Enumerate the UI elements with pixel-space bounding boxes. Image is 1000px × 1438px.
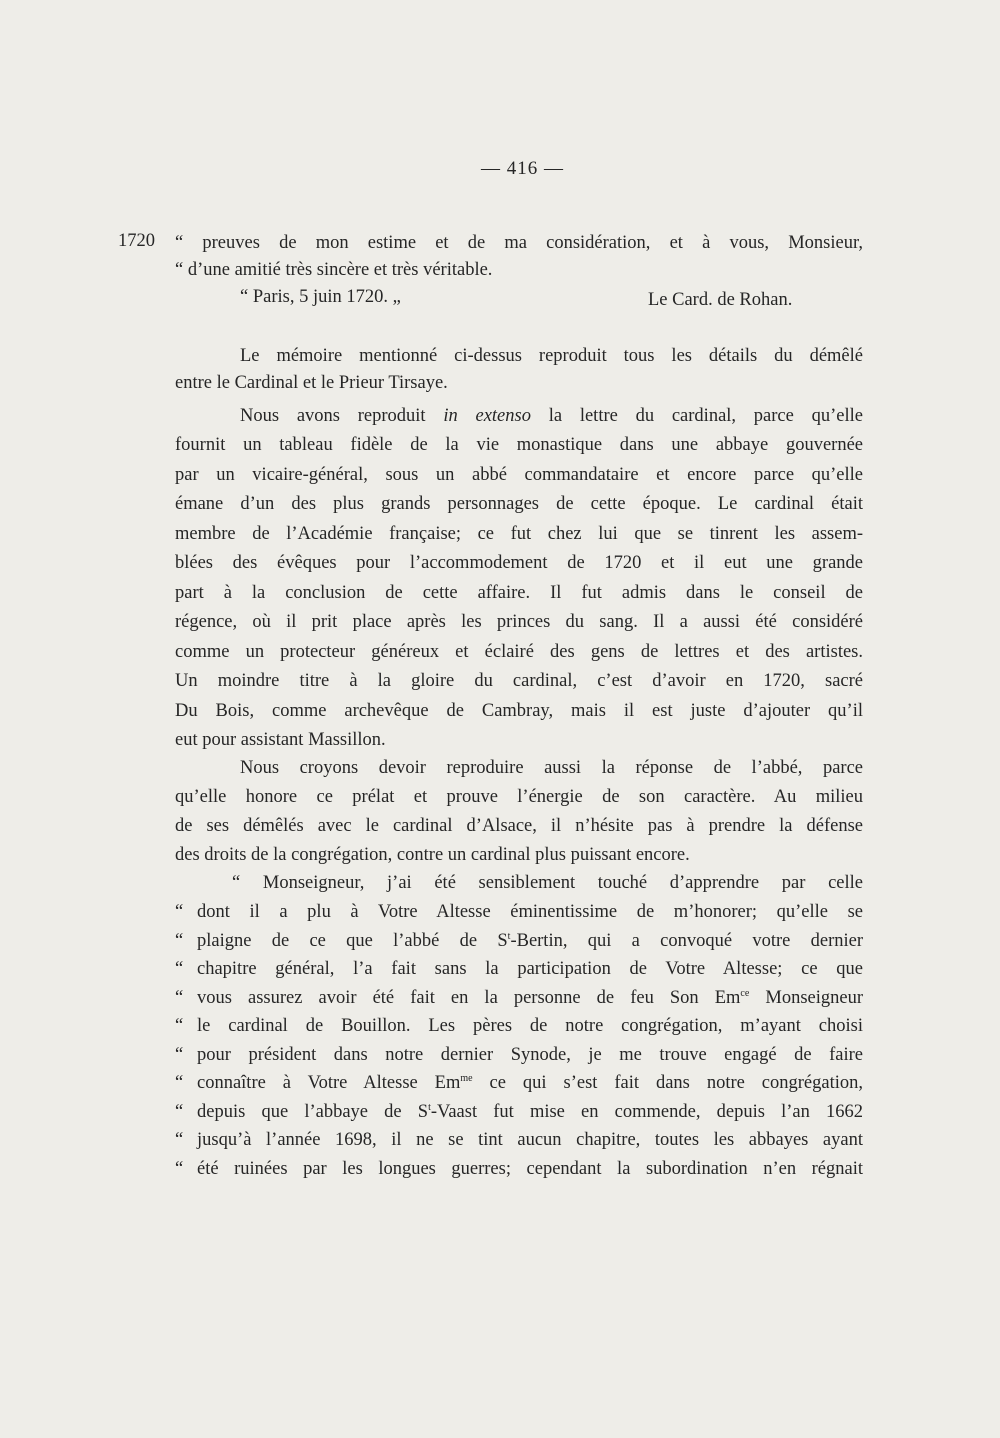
paragraph-line: Un moindre titre à la gloire du cardinal, c’est d’avoir en 1720, sacré	[175, 671, 863, 691]
signature: Le Card. de Rohan.	[648, 290, 793, 310]
letter-line	[175, 1070, 863, 1096]
paragraph-line: Nous avons reproduit in extenso la lettre du cardinal, parce qu’elle	[240, 406, 863, 426]
letter-line: “ Monseigneur, j’ai été sensiblement touché d’apprendre par celle	[232, 873, 863, 893]
quote-mark: “	[175, 1101, 184, 1122]
letter-line	[175, 1099, 863, 1125]
paragraph-line: eut pour assistant Massillon.	[175, 730, 386, 750]
superscript: t	[507, 930, 511, 942]
letter-line	[175, 899, 863, 925]
superscript: ce	[740, 987, 750, 999]
line-text: -Vaast fut mise en commende, depuis l’an 1662	[430, 1101, 863, 1122]
paragraph-line: Nous croyons devoir reproduire aussi la réponse de l’abbé, parce	[240, 758, 863, 778]
paragraph-line: blées des évêques pour l’accommodement de 1720 et il eut une grande	[175, 553, 863, 573]
paragraph-line: Le mémoire mentionné ci-dessus reproduit tous les détails du démêlé	[240, 346, 863, 366]
letter-close-line: “ preuves de mon estime et de ma considération, et à vous, Monsieur,	[175, 233, 863, 253]
letter-line	[175, 928, 863, 954]
superscript: me	[460, 1073, 473, 1084]
page-number: — 416 —	[481, 158, 564, 179]
paragraph-line: Du Bois, comme archevêque de Cambray, mais il est juste d’ajouter qu’il	[175, 700, 863, 721]
line-text: dont il a plu à Votre Altesse éminentissime de m’honorer; qu’elle se	[197, 902, 863, 922]
letter-line	[175, 956, 863, 982]
letter-close-line: “ d’une amitié très sincère et très véritable.	[175, 260, 493, 280]
place-date: “ Paris, 5 juin 1720. „	[240, 287, 401, 307]
paragraph-line: des droits de la congrégation, contre un cardinal plus puissant encore.	[175, 845, 690, 865]
paragraph-line: part à la conclusion de cette affaire. Il fut admis dans le conseil de	[175, 582, 863, 603]
line-text: connaître à Votre Altesse Em	[197, 1073, 461, 1093]
paragraph-line: membre de l’Académie française; ce fut chez lui que se tinrent les assem-	[175, 523, 863, 544]
quote-mark: “	[175, 959, 184, 979]
quote-mark: “	[175, 1044, 184, 1065]
paragraph-line: entre le Cardinal et le Prieur Tirsaye.	[175, 373, 448, 393]
paragraph-line: fournit un tableau fidèle de la vie monastique dans une abbaye gouvernée	[175, 435, 863, 455]
quote-mark: “	[175, 902, 184, 922]
line-text: été ruinées par les longues guerres; cependant la subordination n’en régnait	[197, 1158, 863, 1179]
paragraph-line: comme un protecteur généreux et éclairé des gens de lettres et des artistes.	[175, 641, 863, 662]
quote-mark: “	[175, 1158, 184, 1179]
paragraph-line: émane d’un des plus grands personnages de cette époque. Le cardinal était	[175, 494, 863, 514]
italic-term: in extenso	[443, 406, 531, 426]
quote-mark: “	[175, 1073, 184, 1093]
line-text: le cardinal de Bouillon. Les pères de notre congrégation, m’ayant choisi	[197, 1016, 863, 1036]
line-text: chapitre général, l’a fait sans la participation de Votre Altesse; ce que	[197, 959, 863, 979]
quote-mark: “	[175, 1016, 184, 1036]
quote-mark: “	[175, 1130, 184, 1150]
quote-mark: “	[175, 930, 184, 951]
paragraph-line: régence, où il prit place après les princes du sang. Il a aussi été considéré	[175, 612, 863, 632]
letter-line	[175, 1127, 863, 1153]
paragraph-line: qu’elle honore ce prélat et prouve l’énergie de son caractère. Au milieu	[175, 787, 863, 807]
letter-line	[175, 1013, 863, 1039]
margin-year: 1720	[118, 231, 155, 251]
line-text: pour président dans notre dernier Synode, je me trouve engagé de faire	[197, 1044, 863, 1065]
line-text: Monseigneur	[749, 987, 863, 1008]
line-text: plaigne de ce que l’abbé de S	[197, 930, 508, 951]
letter-line	[175, 1156, 863, 1182]
line-text: vous assurez avoir été fait en la personne de feu Son Em	[197, 987, 741, 1008]
line-text: -Bertin, qui a convoqué votre dernier	[510, 930, 863, 951]
line-text: jusqu’à l’année 1698, il ne se tint aucun chapitre, toutes les abbayes ayant	[197, 1130, 863, 1150]
line-text: depuis que l’abbaye de S	[197, 1101, 429, 1122]
superscript: t	[428, 1101, 431, 1113]
letter-line	[175, 1042, 863, 1068]
letter-line	[175, 985, 863, 1011]
paragraph-line: par un vicaire-général, sous un abbé commandataire et encore parce qu’elle	[175, 464, 863, 485]
line-text: ce qui s’est fait dans notre congrégation,	[472, 1073, 863, 1093]
paragraph-line: de ses démêlés avec le cardinal d’Alsace, il n’hésite pas à prendre la défense	[175, 816, 863, 836]
quote-mark: “	[175, 987, 184, 1008]
